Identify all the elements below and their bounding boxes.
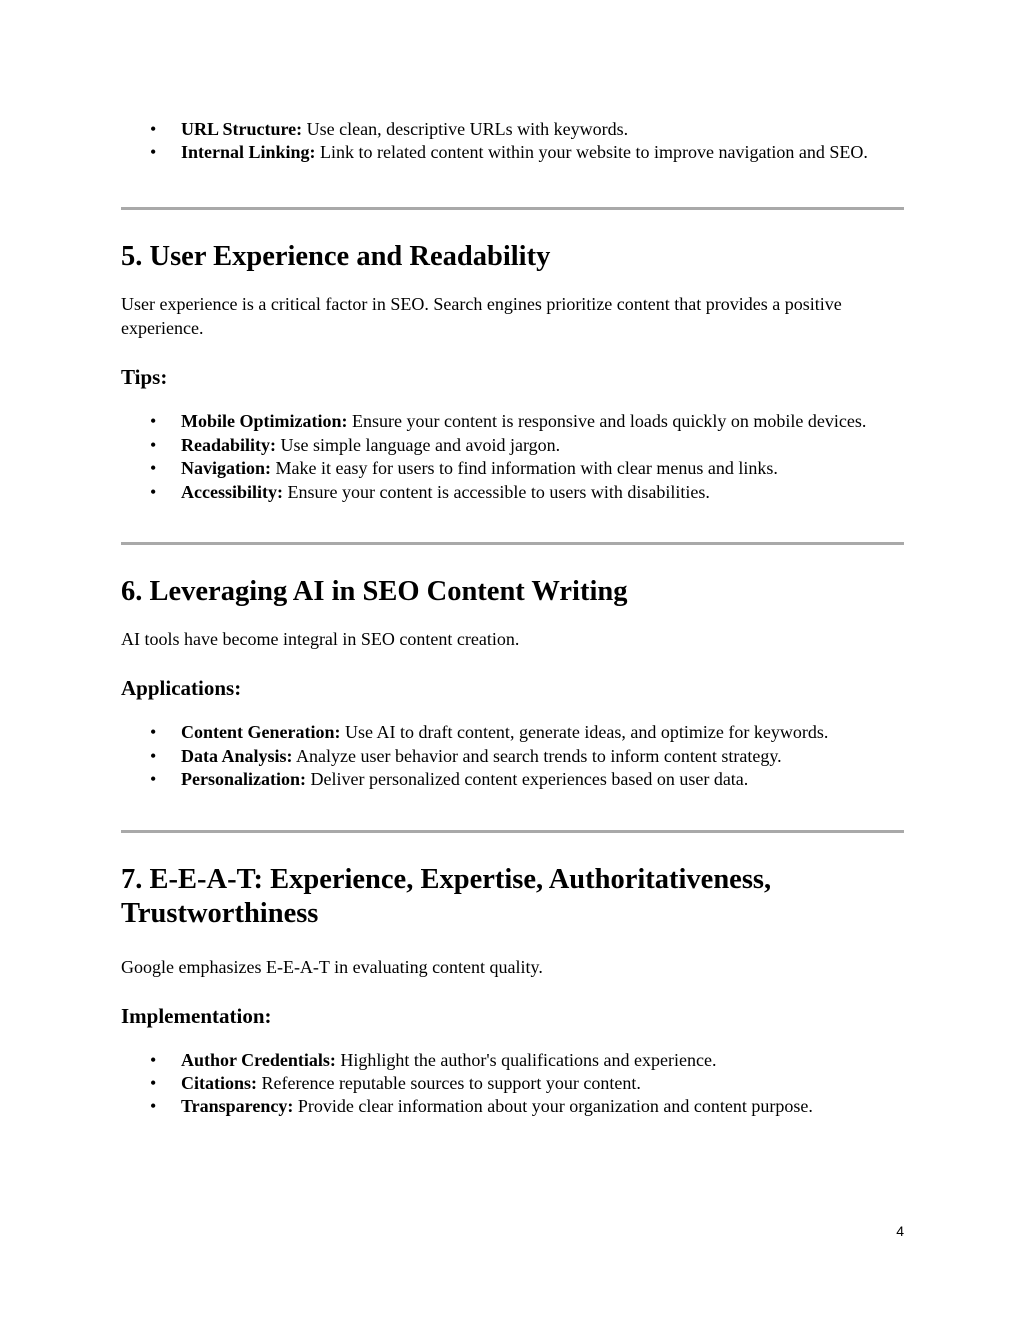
section-6-title: 6. Leveraging AI in SEO Content Writing [121,575,628,607]
section-5-paragraph: User experience is a critical factor in SEO. Search engines prioritize content that provides a positive experience. [121,294,842,339]
list-item-term: Citations: [181,1073,257,1094]
list-item-text: Reference reputable sources to support your content. [257,1073,641,1094]
list-item [121,721,904,744]
list-item-term: Readability: [181,434,277,455]
list-item-text: Use AI to draft content, generate ideas, and optimize for keywords. [340,722,829,743]
section-5-list [121,410,904,504]
list-item-text: Ensure your content is responsive and loads quickly on mobile devices. [347,411,867,432]
list-item [121,141,904,164]
list-item-term: Accessibility: [181,481,283,502]
list-item-text: Use clean, descriptive URLs with keywords. [302,119,629,139]
section-7-list [121,1049,904,1119]
bullet-icon: • [150,481,157,502]
list-item-term: Internal Linking: [181,142,316,163]
bullet-icon: • [150,1049,157,1070]
list-item-text: Analyze user behavior and search trends to inform content strategy. [292,745,782,766]
section-6-list [121,721,904,791]
list-item-term: Navigation: [181,458,271,479]
section-5-subheading: Tips: [121,365,168,390]
list-item [121,1072,904,1095]
bullet-icon: • [150,142,157,163]
list-item-text: Deliver personalized content experiences based on user data. [305,769,749,790]
bullet-icon: • [150,1096,157,1117]
page-number: 4 [896,1223,904,1239]
list-item [121,768,904,791]
list-item-term: Transparency: [181,1096,294,1117]
section-6-paragraph: AI tools have become integral in SEO content creation. [121,629,520,650]
bullet-icon: • [150,745,157,766]
list-item-term: Data Analysis: [181,745,293,766]
section-7-paragraph: Google emphasizes E-E-A-T in evaluating content quality. [121,956,543,977]
intro-bullet-list [121,118,904,165]
list-item-text: Use simple language and avoid jargon. [276,434,561,455]
bullet-icon: • [150,722,157,743]
bullet-icon: • [150,434,157,455]
list-item [121,1095,904,1118]
section-6-subheading: Applications: [121,676,242,701]
list-item-text: Link to related content within your website to improve navigation and SEO. [315,142,868,163]
bullet-icon: • [150,119,157,139]
list-item-text: Make it easy for users to find information with clear menus and links. [271,458,778,479]
list-item [121,434,904,457]
bullet-icon: • [150,411,157,432]
bullet-icon: • [150,1073,157,1094]
section-7-title: 7. E-E-A-T: Experience, Expertise, Authoritativeness, Trustworthiness [121,863,772,930]
section-divider [121,207,904,210]
list-item-term: Content Generation: [181,722,341,743]
list-item-text: Provide clear information about your organization and content purpose. [293,1096,813,1117]
list-item-term: Personalization: [181,769,306,790]
list-item-term: Author Credentials: [181,1049,336,1070]
list-item-term: Mobile Optimization: [181,411,348,432]
list-item [121,410,904,433]
bullet-icon: • [150,769,157,790]
bullet-icon: • [150,458,157,479]
section-divider [121,830,904,833]
document-page [121,118,904,1119]
list-item [121,481,904,504]
section-7-subheading: Implementation: [121,1003,272,1028]
list-item [121,457,904,480]
list-item [121,745,904,768]
list-item-text: Ensure your content is accessible to users with disabilities. [282,481,710,502]
section-divider [121,542,904,545]
list-item-text: Highlight the author's qualifications and experience. [335,1049,717,1070]
list-item [121,118,904,141]
list-item-term: URL Structure: [181,119,303,139]
list-item [121,1049,904,1072]
section-5-title: 5. User Experience and Readability [121,240,551,272]
